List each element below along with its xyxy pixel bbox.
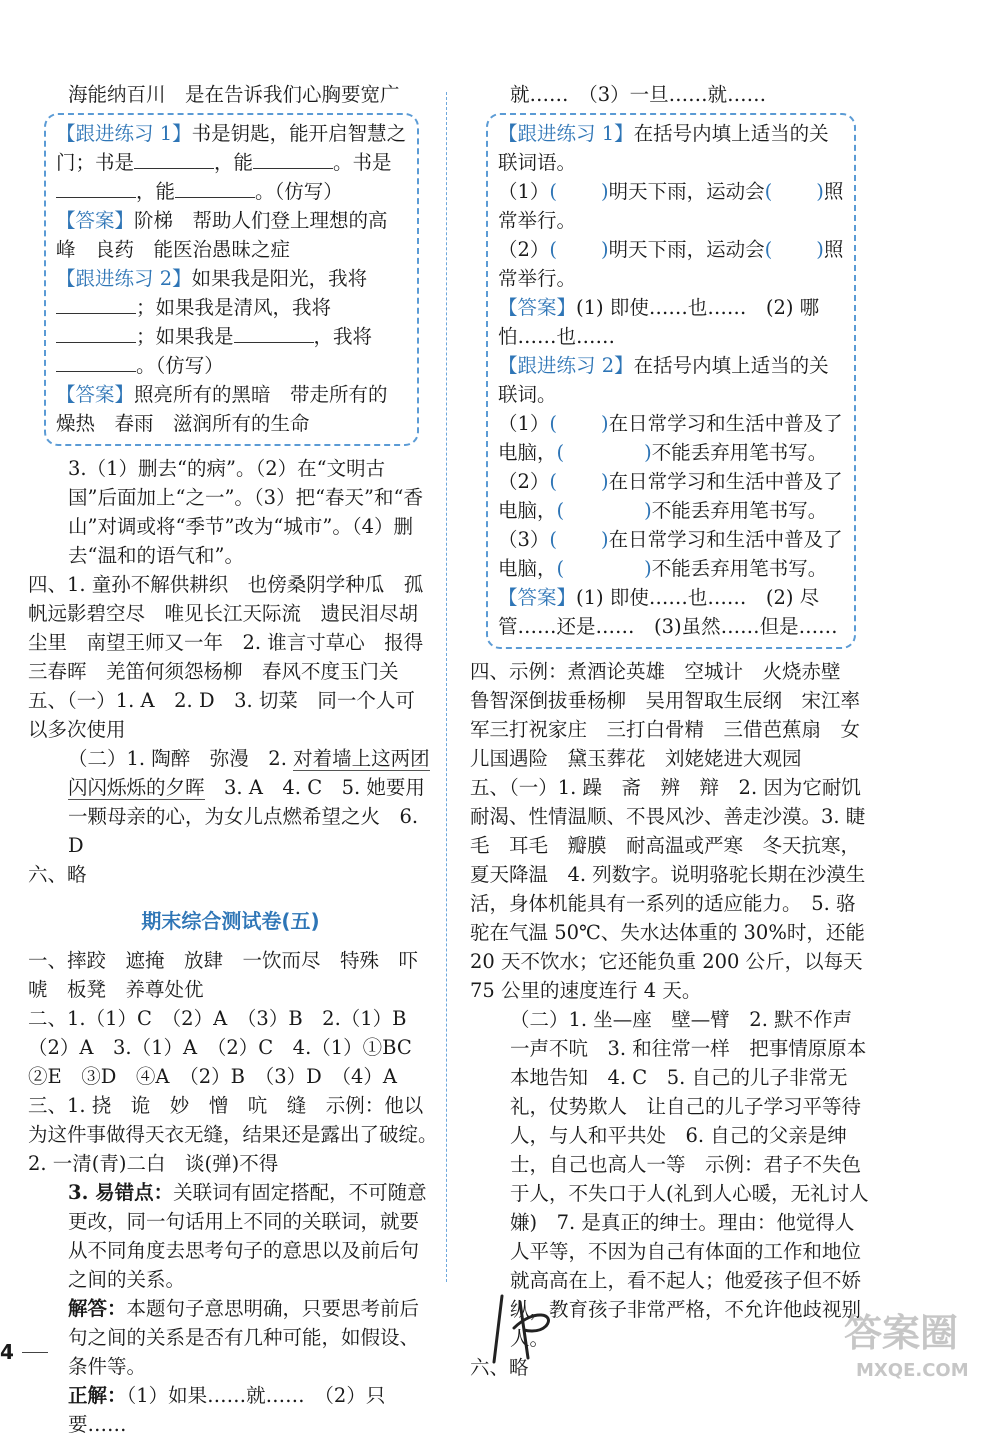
error-point-label: 3. 易错点： bbox=[68, 1181, 174, 1204]
watermark-sub: MXQE.COM bbox=[856, 1360, 969, 1381]
right-practice-1-tag: 【跟进练习 1】 bbox=[498, 122, 634, 145]
right-answer-2: 【答案】(1) 即使……也…… (2) 尽管……还是…… (3)虽然……但是…… bbox=[498, 586, 838, 638]
page-number-rule bbox=[22, 1352, 48, 1353]
answer-2: 【答案】照亮所有的黑暗 带走所有的燥热 春雨 滋润所有的生命 bbox=[56, 383, 388, 435]
section-si: 四、1. 童孙不解供耕织 也傍桑阴学种瓜 孤帆远影碧空尽 唯见长江天际流 遗民泪尽胡尘里 南望王师又一年 2. 谁言寸草心 报得三春晖 羌笛何须怨杨柳 春风不度玉门关 bbox=[28, 573, 424, 683]
left-column bbox=[28, 80, 448, 1439]
item-3: 3.（1）删去“的病”。（2）在“文明古国”后面加上“之一”。（3）把“春天”和“香山”对调或将“季节”改为“城市”。（4）删去“温和的语气和”。 bbox=[68, 457, 423, 567]
section-liu: 六、略 bbox=[28, 863, 87, 886]
right-column bbox=[470, 80, 870, 1382]
exam-jieda: 解答：本题句子意思明确，只要思考前后句之间的关系是否有几种可能，如假设、条件等。 bbox=[68, 1297, 420, 1378]
answer-1-tag: 【答案】 bbox=[56, 209, 135, 232]
right-top-line: 就…… （3）一旦……就…… bbox=[510, 83, 767, 106]
answer-1: 【答案】阶梯 帮助人们登上理想的高峰 良药 能医治愚昧之症 bbox=[56, 209, 388, 261]
fill-blank[interactable] bbox=[253, 150, 333, 169]
right-answer-1: 【答案】(1) 即使……也…… (2) 哪怕……也…… bbox=[498, 296, 820, 348]
exam-san: 三、1. 挠 诡 妙 憎 吭 缝 示例：他以为这件事做得天衣无缝，结果还是露出了破绽。 2. 一清(青)二白 谈(弹)不得 bbox=[28, 1094, 448, 1175]
fill-blank[interactable] bbox=[234, 324, 314, 343]
left-practice-box bbox=[44, 113, 419, 446]
fill-blank[interactable] bbox=[56, 295, 136, 314]
fill-blank[interactable] bbox=[56, 179, 136, 198]
answer-2-tag: 【答案】 bbox=[56, 383, 135, 406]
right-practice-1-1: （1）( )明天下雨，运动会( )照常举行。 bbox=[498, 180, 844, 232]
right-practice-1-2: （2）( )明天下雨，运动会( )照常举行。 bbox=[498, 238, 844, 290]
practice-1: 【跟进练习 1】书是钥匙，能开启智慧之门；书是 ，能 。书是，能 。（仿写） bbox=[56, 122, 407, 203]
exam-title: 期末综合测试卷(五) bbox=[141, 909, 320, 933]
paren-open: ( bbox=[549, 180, 558, 203]
watermark-main: 答案圈 bbox=[844, 1311, 959, 1355]
fill-blank[interactable] bbox=[134, 150, 214, 169]
handwritten-mark bbox=[484, 1288, 564, 1368]
right-practice-2-tag: 【跟进练习 2】 bbox=[498, 354, 634, 377]
practice-2-tag: 【跟进练习 2】 bbox=[56, 267, 192, 290]
watermark-logo bbox=[834, 1302, 994, 1382]
right-practice-box bbox=[486, 113, 856, 649]
right-section-liu: 六、略 bbox=[470, 1356, 529, 1379]
zhengjie-label: 正解： bbox=[68, 1384, 127, 1407]
column-divider bbox=[446, 92, 447, 1282]
right-practice-1: 【跟进练习 1】在括号内填上适当的关联词语。 bbox=[498, 122, 829, 174]
jieda-label: 解答： bbox=[68, 1297, 127, 1320]
right-section-wu-2: （二）1. 坐—座 壁—臂 2. 默不作声 一声不吭 3. 和往常一样 把事情原原本本地告知 4. C 5. 自己的儿子非常无礼，仗势欺人 让自己的儿子学习平等待人，与人和平共处 6. 自己的父亲是绅士，自己也高人一等 示例：君子不失色于人，不失口于人(礼到人心暖，无礼讨人嫌) 7. 是真正的绅士。理由：他觉得人人平等，不因为自己有体面的工作和地位就高高在上，看不起人；他爱孩子但不娇纵，教育孩子非常严格，不允许他歧视别人。 bbox=[510, 1008, 872, 1350]
right-practice-2-3: （3）( )在日常学习和生活中普及了电脑，( )不能丢弃用笔书写。 bbox=[498, 528, 843, 580]
section-wu-1: 五、（一）1. A 2. D 3. 切菜 同一个人可以多次使用 bbox=[28, 689, 415, 741]
right-answer-1-tag: 【答案】 bbox=[498, 296, 577, 319]
fill-blank[interactable] bbox=[56, 324, 136, 343]
right-section-wu-1: 五、（一）1. 躁 斋 辨 辩 2. 因为它耐饥耐渴、性情温顺、不畏风沙、善走沙漠。3. 睫毛 耳毛 瓣膜 耐高温或严寒 冬天抗寒，夏天降温 4. 列数字。说明骆驼长期在沙漠生活，身体机能具有一系列的适应能力。 5. 骆驼在气温 50℃、失水达体重的 30%时，还能 20 天不饮水；它还能负重 200 公斤，以每天 75 公里的速度连行 4 天。 bbox=[470, 776, 866, 1002]
practice-2: 【跟进练习 2】如果我是阳光，我将；如果我是清风，我将；如果我是 ，我将。（仿写） bbox=[56, 267, 373, 377]
exam-yi: 一、摔跤 遮掩 放肆 一饮而尽 特殊 吓唬 板凳 养尊处优 bbox=[28, 949, 419, 1001]
right-practice-2-1: （1）( )在日常学习和生活中普及了电脑，( )不能丢弃用笔书写。 bbox=[498, 412, 843, 464]
fill-blank[interactable] bbox=[175, 179, 255, 198]
left-top-line: 海能纳百川 是在告诉我们心胸要宽广 bbox=[68, 83, 400, 106]
exam-san-3: 3. 易错点：关联词有固定搭配，不可随意更改，同一句话用上不同的关联词，就要从不同角度去思考句子的意思以及前后句之间的关系。 bbox=[68, 1181, 427, 1291]
exam-er: 二、1.（1）C （2）A （3）B 2.（1）B （2）A 3.（1）A （2）C 4.（1）①BC ②E ③D ④A （2）B （3）D （4）A bbox=[28, 1007, 432, 1088]
paren-close: ) bbox=[601, 180, 609, 203]
underlined-answer: 对着墙上这两团闪闪烁烁的夕晖 bbox=[68, 747, 430, 799]
right-practice-2: 【跟进练习 2】在括号内填上适当的关联词。 bbox=[498, 354, 829, 406]
right-answer-2-tag: 【答案】 bbox=[498, 586, 577, 609]
exam-zhengjie: 正解：（1）如果……就…… （2）只要…… bbox=[68, 1384, 386, 1436]
fill-blank[interactable] bbox=[56, 353, 136, 372]
right-practice-2-2: （2）( )在日常学习和生活中普及了电脑，( )不能丢弃用笔书写。 bbox=[498, 470, 843, 522]
page-number: 4 bbox=[0, 1340, 14, 1364]
section-wu-2: （二）1. 陶醉 弥漫 2. 对着墙上这两团闪闪烁烁的夕晖 3. A 4. C 5. 她要用一颗母亲的心，为女儿点燃希望之火 6. D bbox=[68, 747, 430, 857]
practice-1-tag: 【跟进练习 1】 bbox=[56, 122, 192, 145]
right-section-si: 四、示例：煮酒论英雄 空城计 火烧赤壁 鲁智深倒拔垂杨柳 吴用智取生辰纲 宋江率军三打祝家庄 三打白骨精 三借芭蕉扇 女儿国遇险 黛玉葬花 刘姥姥进大观园 bbox=[470, 660, 861, 770]
